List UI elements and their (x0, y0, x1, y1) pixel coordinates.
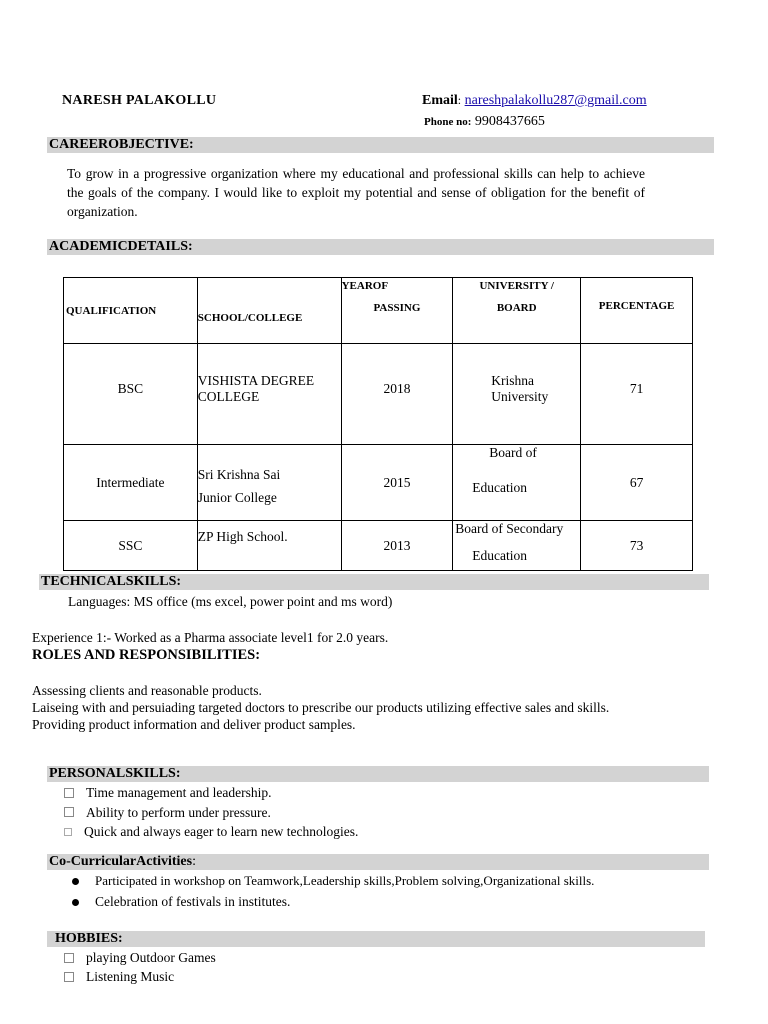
cell-school-line1: Sri Krishna Sai (197, 467, 281, 482)
bullet-dot-icon (72, 878, 79, 885)
list-item: Laiseing with and persuiading targeted doctors to prescribe our products utilizing effective sales and skills. (32, 700, 610, 715)
checkbox-bullet-icon (64, 828, 72, 836)
col-year-line1: YEAROF (341, 280, 389, 292)
table-row (64, 521, 693, 571)
cell-university-line2: Education (472, 480, 528, 495)
checkbox-bullet-icon (64, 972, 74, 982)
list-item-text: Participated in workshop on Teamwork,Leadership skills,Problem solving,Organizational skills. (95, 873, 595, 888)
cocurricular-heading (47, 854, 709, 870)
cell-year: 2015 (341, 445, 453, 521)
technical-languages: Languages: MS office (ms excel, power point and ms word) (68, 594, 393, 609)
phone-line (424, 114, 545, 130)
career-objective-heading: CAREEROBJECTIVE: (47, 137, 714, 153)
list-item-text: Ability to perform under pressure. (86, 804, 271, 820)
list-item (64, 822, 358, 842)
email-colon: : (457, 93, 462, 107)
roles-list (32, 682, 609, 733)
cell-school-line2: Junior College (197, 490, 277, 505)
list-item-text: Listening Music (86, 969, 175, 984)
phone-number: 9908437665 (474, 114, 545, 129)
cell-qualification: SSC (64, 521, 198, 571)
col-university-line1: UNIVERSITY / (479, 280, 554, 292)
list-item: Providing product information and deliver product samples. (32, 717, 356, 732)
phone-label: Phone no: (424, 116, 472, 128)
cell-qualification: Intermediate (64, 445, 198, 521)
list-item (72, 894, 594, 915)
cell-percentage: 73 (581, 521, 693, 571)
cell-university-line1: Board of (489, 445, 537, 460)
email-label: Email (422, 93, 458, 108)
cell-percentage: 71 (581, 344, 693, 445)
list-item-text: Quick and always eager to learn new technologies. (84, 824, 359, 839)
personal-skills-list (64, 783, 358, 842)
cell-school (197, 445, 341, 521)
list-item-text: Celebration of festivals in institutes. (95, 894, 291, 909)
cell-qualification: BSC (64, 344, 198, 445)
career-objective-text: To grow in a progressive organization where my educational and professional skills can help to achieve the goals of the company. I would like to exploit my potential and sense of obligation for the benefit of organization. (67, 166, 645, 219)
cell-school-line1: VISHISTA DEGREE (197, 373, 315, 388)
cell-school-line1: ZP High School. (197, 529, 288, 544)
cell-university-line2: Education (472, 548, 528, 563)
list-item (72, 873, 594, 894)
cell-university (453, 521, 581, 571)
technical-skills-heading: TECHNICALSKILLS: (39, 574, 709, 590)
cell-school-line2: COLLEGE (197, 389, 260, 404)
cell-school (197, 521, 341, 571)
col-percentage: PERCENTAGE (581, 278, 693, 344)
col-university-line2: BOARD (496, 302, 537, 314)
list-item-text: Time management and leadership. (86, 785, 272, 800)
col-qualification: QUALIFICATION (64, 278, 198, 344)
table-header-row (64, 278, 693, 344)
cell-percentage: 67 (581, 445, 693, 521)
cell-school (197, 344, 341, 445)
table-row (64, 344, 693, 445)
email-line (422, 93, 647, 109)
hobbies-heading: HOBBIES: (47, 931, 705, 947)
cell-university-line2: University (491, 389, 549, 404)
cocurricular-heading-text: Co-CurricularActivities (49, 854, 193, 869)
academic-table (63, 277, 693, 571)
table-row (64, 445, 693, 521)
col-year (341, 278, 453, 344)
bullet-dot-icon (72, 899, 79, 906)
email-link[interactable]: nareshpalakollu287@gmail.com (464, 93, 647, 108)
list-item (64, 783, 358, 803)
checkbox-bullet-icon (64, 807, 74, 817)
cell-university (453, 445, 581, 521)
checkbox-bullet-icon (64, 953, 74, 963)
checkbox-bullet-icon (64, 788, 74, 798)
cell-year: 2018 (341, 344, 453, 445)
col-year-line2: PASSING (373, 302, 421, 314)
list-item: Assessing clients and reasonable products. (32, 683, 262, 698)
cell-university (453, 344, 581, 445)
roles-heading: ROLES AND RESPONSIBILITIES: (32, 647, 261, 663)
cell-university-line1: Board of Secondary (455, 521, 564, 536)
experience-line: Experience 1:- Worked as a Pharma associate level1 for 2.0 years. (32, 630, 389, 645)
cocurricular-colon: : (192, 854, 196, 869)
list-item (64, 948, 216, 967)
academic-details-heading: ACADEMICDETAILS: (47, 239, 714, 255)
list-item (64, 803, 358, 823)
cell-university-line1: Krishna (491, 373, 535, 388)
cocurricular-list (72, 873, 594, 915)
col-school: SCHOOL/COLLEGE (197, 278, 341, 344)
col-university (453, 278, 581, 344)
candidate-name: NARESH PALAKOLLU (62, 93, 217, 108)
personal-skills-heading: PERSONALSKILLS: (47, 766, 709, 782)
hobbies-list (64, 948, 216, 986)
list-item-text: playing Outdoor Games (86, 950, 216, 965)
cell-year: 2013 (341, 521, 453, 571)
list-item (64, 967, 216, 986)
